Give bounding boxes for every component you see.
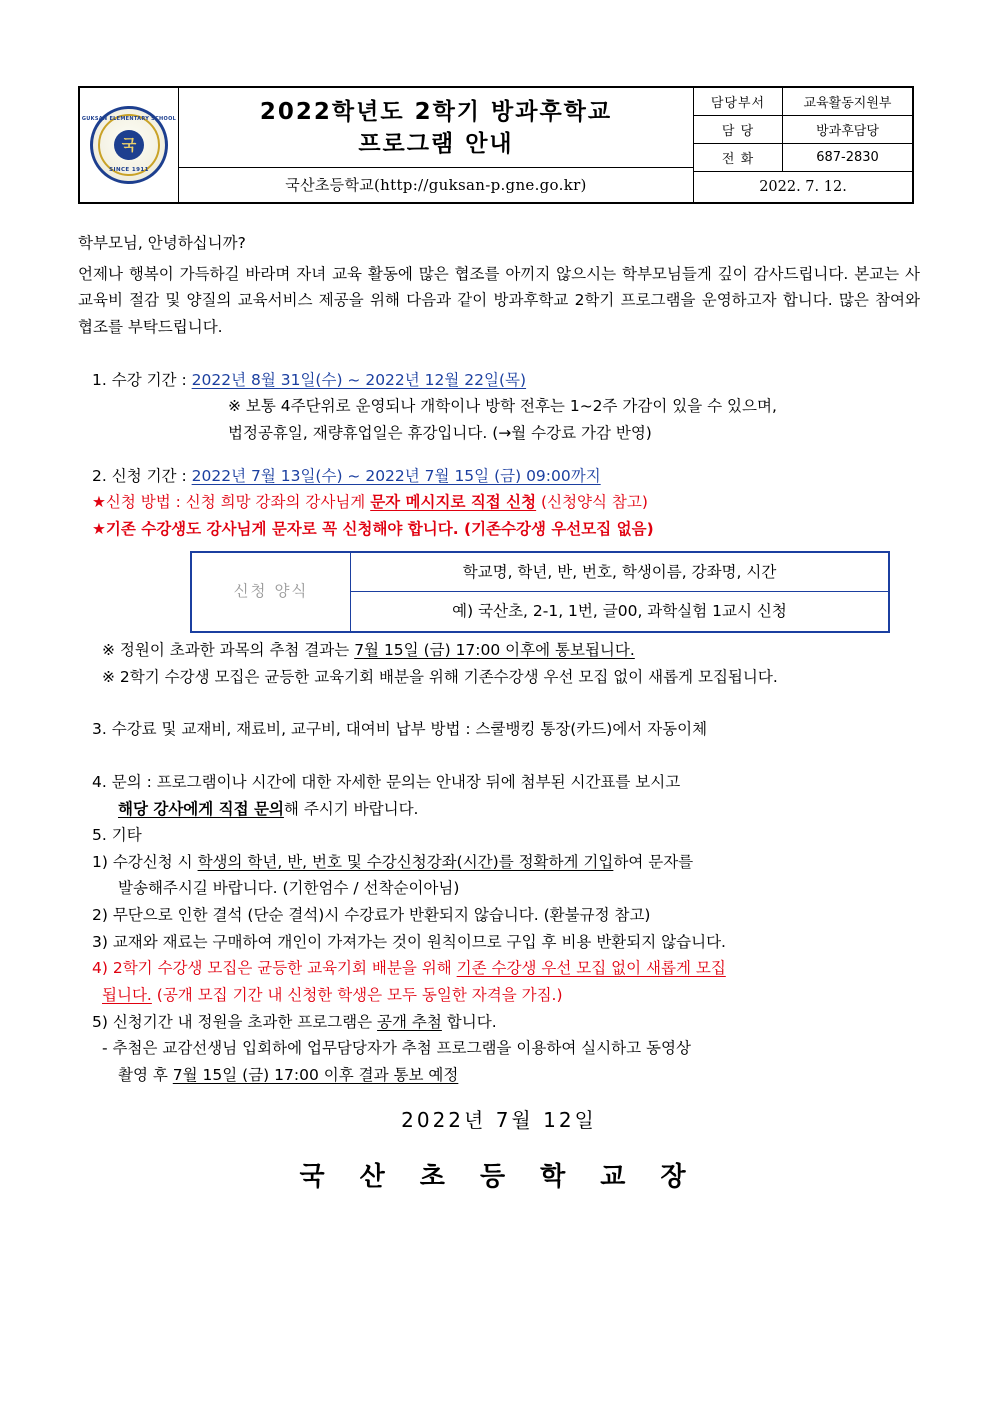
form-fields-cell: 학교명, 학년, 반, 번호, 학생이름, 강좌명, 시간 — [351, 552, 890, 592]
document-title — [179, 88, 693, 168]
form-label-cell: 신청 양식 — [191, 552, 351, 632]
meta-key: 담당부서 — [694, 88, 783, 115]
apply-method-prefix: ★신청 방법 : 신청 희망 강좌의 강사님게 — [92, 493, 371, 512]
document-body — [78, 230, 920, 1200]
sub-item-4-suffix: (공개 모집 기간 내 신청한 학생은 모두 동일한 자격을 가짐.) — [151, 986, 563, 1005]
intro-paragraph: 언제나 행복이 가득하길 바라며 자녀 교육 활동에 많은 협조를 아끼지 않으시는 학부모님들게 깊이 감사드립니다. 본교는 사교육비 절감 및 양질의 교육서비스 제공을 위해 다음과 같이 방과후학교 2학기 프로그램을 운영하고자 합니다. 많은 참여와 협조를 부탁드립니다. — [78, 264, 920, 336]
signature-date: 2022년 7월 12일 — [401, 1107, 597, 1132]
form-example-cell: 예) 국산초, 2-1, 1번, 글00, 과학실험 1교시 신청 — [351, 592, 890, 632]
sub-item-5-note-2 — [78, 1062, 920, 1089]
meta-key: 전 화 — [694, 144, 783, 171]
sub-item-1 — [78, 849, 920, 876]
sub-item-4-cont — [78, 982, 920, 1009]
sub-item-4-emphasis-tail: 됩니다. — [102, 986, 152, 1005]
item-1-value: 2022년 8월 31일(수) ~ 2022년 12월 22일(목) — [191, 370, 527, 389]
table-row — [191, 552, 889, 592]
item-2-value: 2022년 7월 13일(수) ~ 2022년 7월 15일 (금) 09:00까지 — [191, 466, 601, 485]
apply-method-emphasis: 문자 메시지로 직접 신청 — [370, 493, 537, 512]
sub-item-5 — [78, 1009, 920, 1036]
item-2-label: 2. 신청 기간 : — [92, 466, 192, 485]
lottery-note-prefix: ※ 정원이 초과한 과목의 추첨 결과는 — [102, 640, 355, 659]
item-5: 5. 기타 — [92, 826, 142, 845]
item-1-note-1: ※ 보통 4주단위로 운영되나 개학이나 방학 전후는 1~2주 가감이 있을 수 있으며, — [228, 397, 777, 416]
document-header — [78, 86, 914, 204]
sub-item-1-cont: 발송해주시길 바랍니다. (기한엄수 / 선착순이아님) — [118, 879, 460, 898]
signature-name: 국 산 초 등 학 교 장 — [299, 1162, 699, 1193]
item-4-tail: 해 주시기 바랍니다. — [283, 799, 419, 818]
sub-item-1-suffix: 하여 문자를 — [613, 852, 694, 871]
logo-top-text: GUKSAN ELEMENTARY SCHOOL — [81, 116, 177, 122]
item-2 — [78, 463, 920, 490]
meta-key: 담 당 — [694, 116, 783, 143]
application-form-table — [190, 551, 890, 633]
meta-row — [694, 116, 912, 144]
item-4-emphasis: 해당 강사에게 직접 문의 — [118, 799, 284, 818]
document-date: 2022. 7. 12. — [759, 179, 847, 195]
sub-item-5-prefix: 5) 신청기간 내 정원을 초과한 프로그램은 — [92, 1012, 378, 1031]
item-1 — [78, 367, 920, 394]
apply-method-line — [78, 489, 920, 516]
meta-value: 방과후담당 — [816, 124, 879, 139]
sub-item-1-emphasis: 학생의 학년, 반, 번호 및 수강신청강좌(시간)를 정확하게 기입 — [197, 852, 614, 871]
item-4-line-2 — [78, 796, 920, 823]
sub-item-2: 2) 무단으로 인한 결석 (단순 결석)시 수강료가 반환되지 않습니다. (환불규정 참고) — [92, 906, 651, 925]
school-website: 국산초등학교(http://guksan-p.gne.go.kr) — [285, 176, 587, 194]
sub-item-5-suffix: 합니다. — [441, 1012, 497, 1031]
school-logo-cell — [80, 88, 179, 202]
sub-item-5-note-2-date: 7월 15일 (금) 17:00 이후 결과 통보 예정 — [172, 1066, 459, 1085]
recruit-note: ※ 2학기 수강생 모집은 균등한 교육기회 배분을 위해 기존수강생 우선 모집 없이 새롭게 모집됩니다. — [102, 667, 778, 686]
sub-item-1-prefix: 1) 수강신청 시 — [92, 852, 198, 871]
sub-item-4 — [78, 955, 920, 982]
header-meta-table — [694, 88, 912, 202]
sub-item-5-emphasis: 공개 추첨 — [377, 1012, 442, 1031]
item-4-line-1: 4. 문의 : 프로그램이나 시간에 대한 자세한 문의는 안내장 뒤에 첨부된 시간표를 보시고 — [92, 772, 681, 791]
meta-row — [694, 144, 912, 172]
title-cell — [179, 88, 694, 202]
title-line-2: 프로그램 안내 — [358, 130, 514, 157]
title-line-1: 2022학년도 2학기 방과후학교 — [259, 99, 613, 126]
item-3: 3. 수강료 및 교재비, 재료비, 교구비, 대여비 납부 방법 : 스쿨뱅킹 통장(카드)에서 자동이체 — [92, 720, 708, 739]
lottery-note-date: 7월 15일 (금) 17:00 이후에 통보됩니다. — [354, 640, 635, 659]
signature-block — [78, 1103, 920, 1200]
school-logo-icon — [81, 106, 177, 184]
meta-row — [694, 88, 912, 116]
greeting-line: 학부모님, 안녕하십니까? — [78, 234, 246, 252]
item-1-note-2: 법정공휴일, 재량휴업일은 휴강입니다. (→월 수강료 가감 반영) — [228, 423, 652, 442]
sub-item-3: 3) 교재와 재료는 구매하여 개인이 가져가는 것이 원칙이므로 구입 후 비용 반환되지 않습니다. — [92, 932, 726, 951]
apply-method-suffix: (신청양식 참고) — [536, 493, 648, 512]
logo-monogram: 국 — [114, 130, 144, 160]
existing-student-line: ★기존 수강생도 강사님게 문자로 꼭 신청해야 합니다. (기존수강생 우선모집 없음) — [92, 519, 654, 538]
logo-bottom-text: SINCE 1911 — [109, 167, 149, 173]
lottery-note — [78, 637, 920, 664]
sub-item-4-prefix: 4) 2학기 수강생 모집은 균등한 교육기회 배분을 위해 — [92, 959, 457, 978]
item-1-label: 1. 수강 기간 : — [92, 370, 192, 389]
meta-value: 687-2830 — [816, 150, 879, 165]
meta-value: 교육활동지원부 — [803, 96, 892, 111]
sub-item-4-emphasis: 기존 수강생 우선 모집 없이 새롭게 모집 — [456, 959, 726, 978]
sub-item-5-note-2-prefix: 촬영 후 — [118, 1066, 173, 1085]
sub-item-5-note-1: - 추첨은 교감선생님 입회하에 업무담당자가 추첨 프로그램을 이용하여 실시하고 동영상 — [102, 1039, 691, 1058]
